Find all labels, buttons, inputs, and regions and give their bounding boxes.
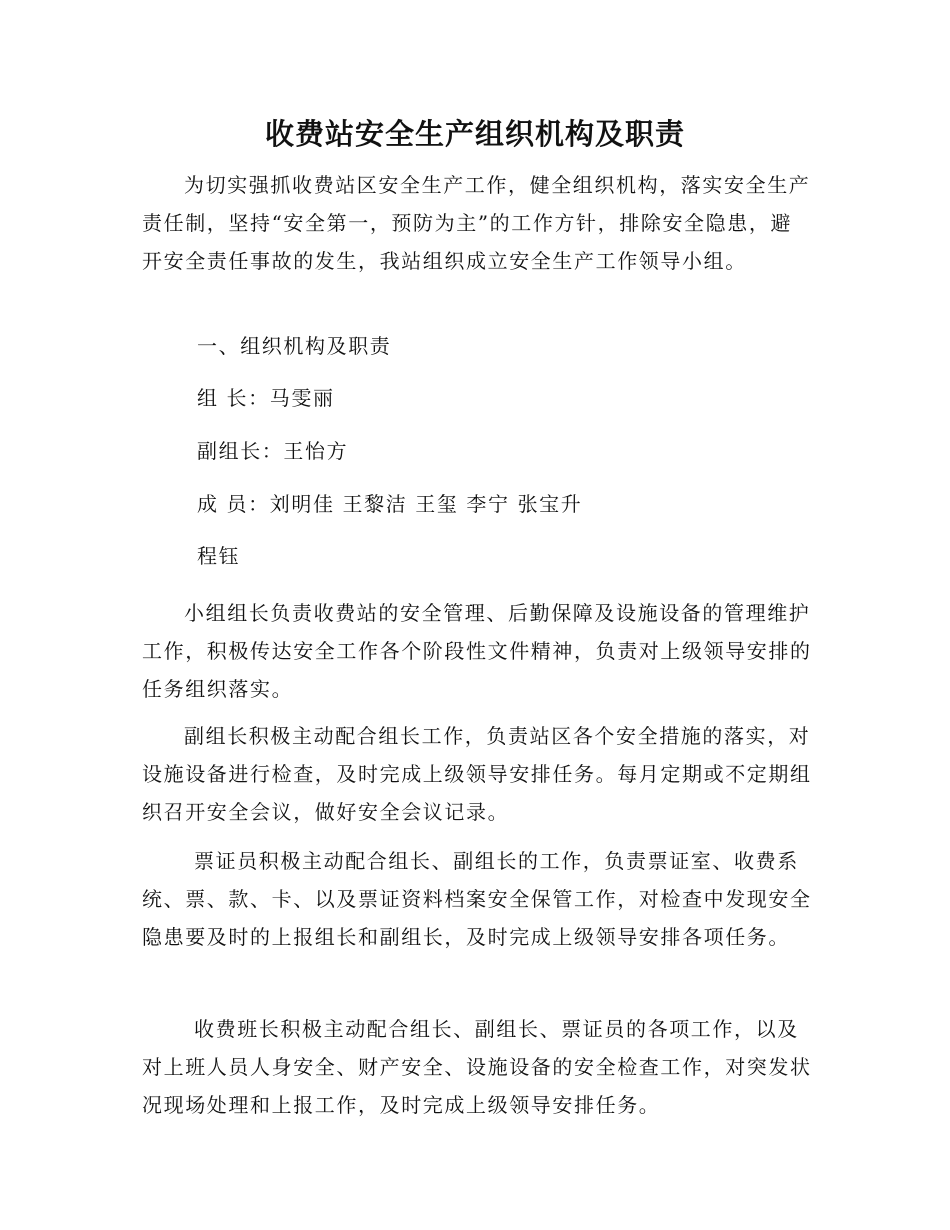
deputy-line: 副组长：王怡方 <box>197 439 349 463</box>
section-heading: 一、组织机构及职责 <box>197 334 392 358</box>
duty-paragraph-deputy: 副组长积极主动配合组长工作，负责站区各个安全措施的落实，对设施设备进行检查，及时完成上级领导安排任务。每月定期或不定期组织召开安全会议，做好安全会议记录。 <box>142 724 812 824</box>
duty-paragraph-ticket-clerk: 票证员积极主动配合组长、副组长的工作，负责票证室、收费系统、票、款、卡、以及票证资料档案安全保管工作，对检查中发现安全隐患要及时的上报组长和副组长，及时完成上级领导安排各项任务。 <box>142 849 812 949</box>
leader-line: 组 长：马雯丽 <box>197 386 335 410</box>
intro-paragraph: 为切实强抓收费站区安全生产工作，健全组织机构，落实安全生产责任制，坚持“安全第一，预防为主”的工作方针，排除安全隐患，避开安全责任事故的发生，我站组织成立安全生产工作领导小组。 <box>142 173 811 273</box>
document-title: 收费站安全生产组织机构及职责 <box>264 117 685 151</box>
members-continued-line: 程钰 <box>197 544 241 568</box>
members-line: 成 员：刘明佳 王黎洁 王玺 李宁 张宝升 <box>197 492 583 516</box>
duty-paragraph-leader: 小组组长负责收费站的安全管理、后勤保障及设施设备的管理维护工作，积极传达安全工作各个阶段性文件精神，负责对上级领导安排的任务组织落实。 <box>142 601 812 701</box>
duty-paragraph-shift-leader: 收费班长积极主动配合组长、副组长、票证员的各项工作，以及对上班人员人身安全、财产安全、设施设备的安全检查工作，对突发状况现场处理和上报工作，及时完成上级领导安排任务。 <box>142 1017 812 1117</box>
